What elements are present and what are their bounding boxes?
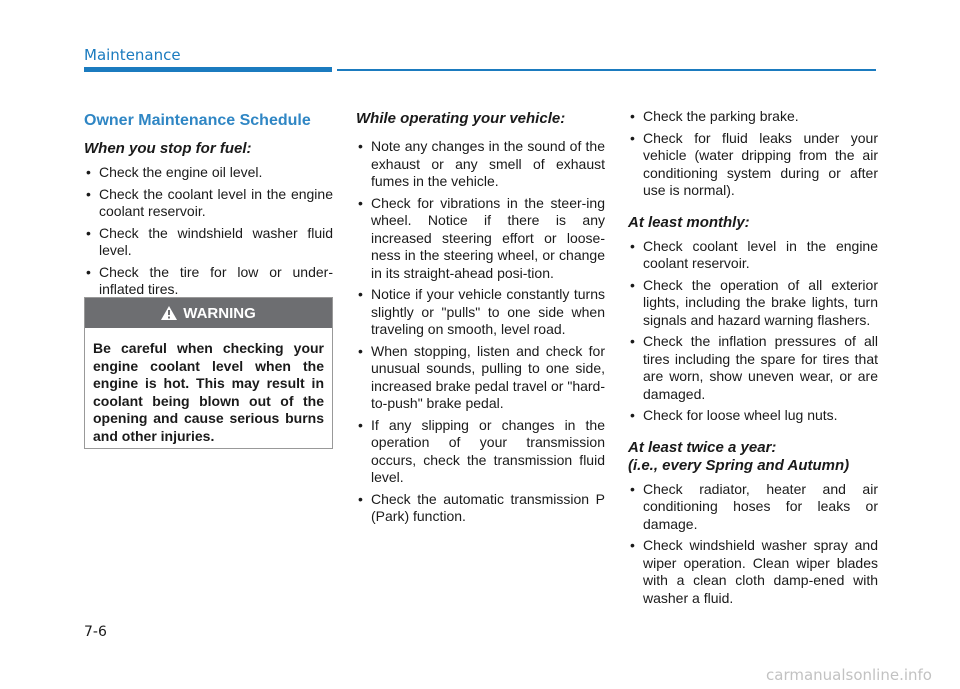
list-item: • Check the tire for low or under-inflated tires. [84, 264, 333, 299]
warning-box [84, 297, 333, 449]
list-item: • Check the windshield washer fluid level. [84, 225, 333, 260]
list-item: • Check coolant level in the engine coolant reservoir. [628, 238, 878, 273]
list-item: • Check the operation of all exterior lights, including the brake lights, turn signals and hazard warning flashers. [628, 277, 878, 330]
list-item: • Check radiator, heater and air conditioning hoses for leaks or damage. [628, 481, 878, 534]
page-number: 7-6 [84, 624, 107, 640]
header-rule-thick [84, 67, 332, 72]
list-item: • Check for fluid leaks under your vehicle (water dripping from the air conditioning system during or after use is normal). [628, 130, 878, 200]
list-item: • If any slipping or changes in the operation of your transmission occurs, check the transmission fluid level. [356, 417, 605, 487]
list-item: • Check windshield washer spray and wiper operation. Clean wiper blades with a clean cloth damp-ened with washer a fluid. [628, 537, 878, 607]
list-item: • Check for loose wheel lug nuts. [628, 407, 878, 425]
heading-monthly: At least monthly: [628, 213, 750, 231]
column-left [84, 108, 333, 303]
list-item: • Note any changes in the sound of the exhaust or any smell of exhaust fumes in the vehicle. [356, 138, 605, 191]
list-item: • Notice if your vehicle constantly turns slightly or "pulls" to one side when traveling on smooth, level road. [356, 286, 605, 339]
list-operating-continued [628, 108, 878, 200]
list-twice-yearly [628, 481, 878, 608]
watermark: carmanualsonline.info [766, 666, 932, 684]
list-fuel [84, 164, 333, 299]
list-item: • Check for vibrations in the steer-ing wheel. Notice if there is any increased steering effort or loose-ness in the steering wheel, or change in its straight-ahead posi-tion. [356, 195, 605, 283]
section-title: Maintenance [84, 46, 181, 64]
heading-fuel: When you stop for fuel: [84, 140, 252, 157]
warning-text: Be careful when checking your engine coolant level when the engine is hot. This may result in coolant being blown out of the opening and cause serious burns and other injuries. [93, 340, 324, 444]
list-item: • Check the inflation pressures of all tires including the spare for tires that are worn, show uneven wear, or are damaged. [628, 333, 878, 403]
page-title: Owner Maintenance Schedule [84, 112, 311, 129]
list-item: • When stopping, listen and check for unusual sounds, pulling to one side, increased brake pedal travel or "hard-to-push" brake pedal. [356, 343, 605, 413]
warning-triangle-icon [161, 306, 177, 320]
heading-twice-yearly-line2: (i.e., every Spring and Autumn) [628, 456, 850, 474]
warning-header [85, 298, 332, 328]
list-item: • Check the parking brake. [628, 108, 878, 126]
heading-twice-yearly-line1: At least twice a year: [628, 438, 777, 456]
warning-label: WARNING [183, 304, 256, 322]
list-monthly [628, 238, 878, 425]
heading-twice-yearly [628, 439, 878, 475]
list-operating [356, 138, 605, 526]
column-right [628, 108, 878, 611]
heading-operating: While operating your vehicle: [356, 110, 566, 127]
header-rule-thin [337, 69, 876, 71]
list-item: • Check the coolant level in the engine coolant reservoir. [84, 186, 333, 221]
column-middle [356, 108, 605, 530]
list-item: • Check the engine oil level. [84, 164, 333, 182]
list-item: • Check the automatic transmission P (Park) function. [356, 491, 605, 526]
